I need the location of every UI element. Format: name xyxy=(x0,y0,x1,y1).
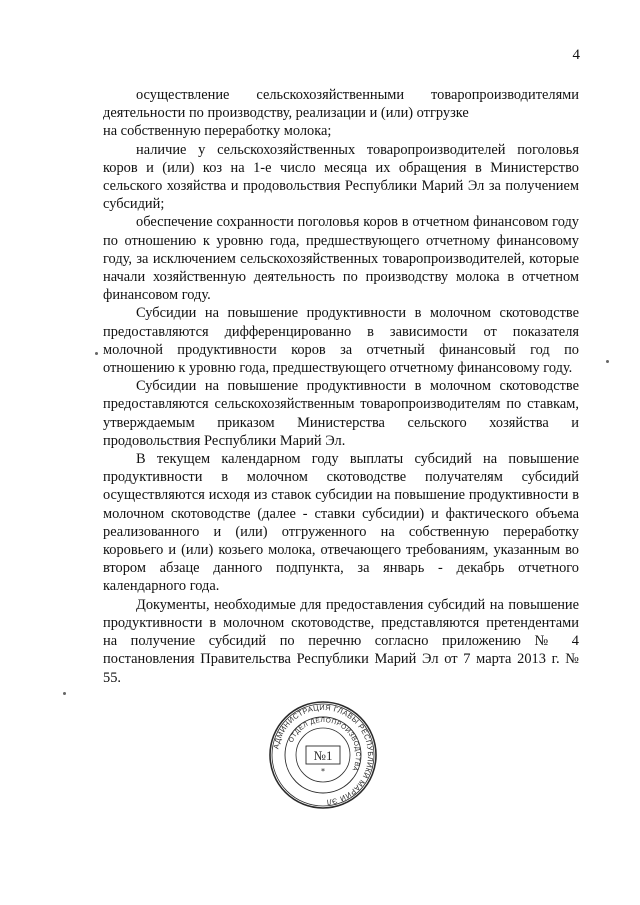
stamp-inner-text: ОТДЕЛ ДЕЛОПРОИЗВОДСТВА xyxy=(287,716,362,773)
paragraph-4: Субсидии на повышение продуктивности в молочном скотоводстве предоставляются дифференцированно в зависимости от показателя молочной продуктивности коров за отчетный финансовый год по отношению к уровню года, предшествующего отчетному финансовому году. xyxy=(103,305,579,377)
scan-speck xyxy=(63,692,66,695)
paragraph-7: Документы, необходимые для предоставления субсидий на повышение продуктивности в молочном скотоводстве, представляются претендентами на получение субсидий по перечню согласно приложению № 4 постановления Правительства Республики Марий Эл от 7 марта 2013 г. № 55. xyxy=(103,596,579,686)
page-number: 4 xyxy=(572,47,580,63)
scan-speck xyxy=(95,352,98,355)
paragraph-5: Субсидии на повышение продуктивности в молочном скотоводстве предоставляются сельскохозяйственным товаропроизводителям по ставкам, утверждаемым приказом Министерства сельского хозяйства и продовольствия Республики Марий Эл. xyxy=(103,378,579,449)
paragraph-1: осуществление сельскохозяйственными товаропроизводителями деятельности по производству, реализации и (или) отгрузке xyxy=(103,87,579,122)
paragraph-3: обеспечение сохранности поголовья коров в отчетном финансовом году по отношению к уровню года, предшествующего отчетному финансовому году, за исключением сельскохозяйственных товаропроизводителей, которые начали хозяйственную деятельность по производству молока в отчетном финансовом году. xyxy=(103,214,579,304)
paragraph-6: В текущем календарном году выплаты субсидий на повышение продуктивности в молочном скотоводстве получателям субсидий осуществляются исходя из ставок субсидии на повышение продуктивности в молочном скотоводстве (далее - ставки субсидии) и фактического объема реализованного и (или) отгруженного на собственную переработку коровьего и (или) козьего молока, отвечающего требованиям, указанным во втором абзаце данного подпункта, за январь - декабрь отчетного календарного года. xyxy=(103,451,579,595)
stamp-star-icon: * xyxy=(321,767,325,776)
scan-speck xyxy=(606,360,609,363)
stamp-outer-text: АДМИНИСТРАЦИЯ ГЛАВЫ РЕСПУБЛИКИ МАРИЙ ЭЛ xyxy=(271,702,376,807)
paragraph-1-continuation: на собственную переработку молока; xyxy=(103,123,332,140)
body-text xyxy=(103,86,579,687)
stamp-number: №1 xyxy=(313,748,333,763)
paragraph-2: наличие у сельскохозяйственных товаропроизводителей поголовья коров и (или) коз на 1-е число месяца их обращения в Министерство сельского хозяйства и продовольствия Республики Марий Эл за получением субсидий; xyxy=(103,141,579,213)
official-stamp xyxy=(268,700,378,810)
